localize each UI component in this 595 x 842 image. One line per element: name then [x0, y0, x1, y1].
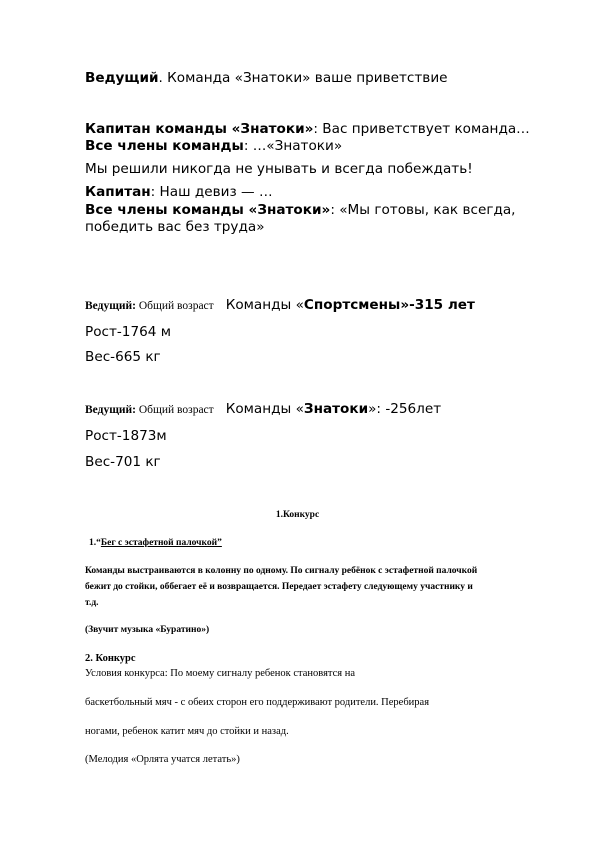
motto-text: Мы решили никогда не унывать и всегда побеждать!	[85, 161, 473, 177]
contest2-line-1: Условия конкурса: По моему сигналу ребенок становятся на	[85, 668, 356, 679]
all-members-text: : …«Знатоки»	[243, 138, 343, 154]
team-sport-label: Общий возраст	[135, 300, 214, 312]
team-sport-weight: Вес-665 кг	[85, 349, 161, 365]
greeting-text: . Команда «Знатоки» ваше приветствие	[158, 70, 448, 86]
team-know-line	[85, 400, 441, 418]
team-sport-line	[85, 296, 475, 314]
captain-motto-text: : Наш девиз — …	[150, 184, 273, 200]
motto-line	[85, 161, 473, 177]
contest2-line-2: баскетбольный мяч - с обеих сторон его поддерживают родители. Перебирая	[85, 697, 430, 708]
contest1-music: (Звучит музыка «Буратино»)	[85, 625, 210, 635]
contest1-title-prefix: 1.“	[89, 538, 101, 548]
team-sport-prefix: Команды «	[225, 297, 304, 313]
contest1-heading: 1.Конкурс	[275, 510, 320, 520]
contest2-line-3: ногами, ребенок катит мяч до стойки и назад.	[85, 726, 289, 737]
team-know-weight: Вес-701 кг	[85, 454, 161, 470]
captain-motto-line	[85, 184, 273, 200]
team-know-prefix: Команды «	[225, 401, 304, 417]
team-sport-suffix: »-315 лет	[400, 297, 475, 313]
captain-line	[85, 121, 530, 137]
all-motto-line-1	[85, 202, 516, 218]
all-motto-text-1: : «Мы готовы, как всегда,	[330, 202, 516, 218]
captain-speaker: Капитан команды «Знатоки»	[85, 121, 314, 137]
contest1-desc-2: бежит до стойки, оббегает её и возвращается. Передает эстафету следующему участнику и	[85, 582, 473, 592]
team-know-name: Знатоки	[303, 401, 369, 417]
captain-motto-speaker: Капитан	[85, 184, 151, 200]
contest2-music: (Мелодия «Орлята учатся летать»)	[85, 754, 240, 765]
all-members-line	[85, 138, 342, 154]
team-sport-speaker: Ведущий:	[85, 300, 136, 312]
team-sport-height: Рост-1764 м	[85, 324, 171, 340]
team-know-speaker: Ведущий:	[85, 404, 136, 416]
contest1-desc-3: т.д.	[85, 598, 99, 608]
contest1-title-text: Бег с эстафетной палочкой”	[100, 538, 222, 548]
all-motto-speaker: Все члены команды «Знатоки»	[85, 202, 331, 218]
captain-text: : Вас приветствует команда…	[313, 121, 530, 137]
all-motto-line-2	[85, 219, 265, 235]
team-know-suffix: »: -256лет	[368, 401, 442, 417]
greeting-speaker: Ведущий	[85, 70, 159, 86]
greeting-line	[85, 70, 448, 86]
all-members-speaker: Все члены команды	[85, 138, 244, 154]
team-sport-name: Спортсмены	[303, 297, 401, 313]
team-know-label: Общий возраст	[135, 404, 214, 416]
team-know-height: Рост-1873м	[85, 428, 167, 444]
contest2-heading: 2. Конкурс	[85, 653, 136, 664]
all-motto-text-2: победить вас без труда»	[85, 219, 265, 235]
contest1-title	[89, 538, 222, 548]
contest1-desc-1: Команды выстраиваются в колонну по одному. По сигналу ребёнок с эстафетной палочкой	[85, 566, 478, 576]
